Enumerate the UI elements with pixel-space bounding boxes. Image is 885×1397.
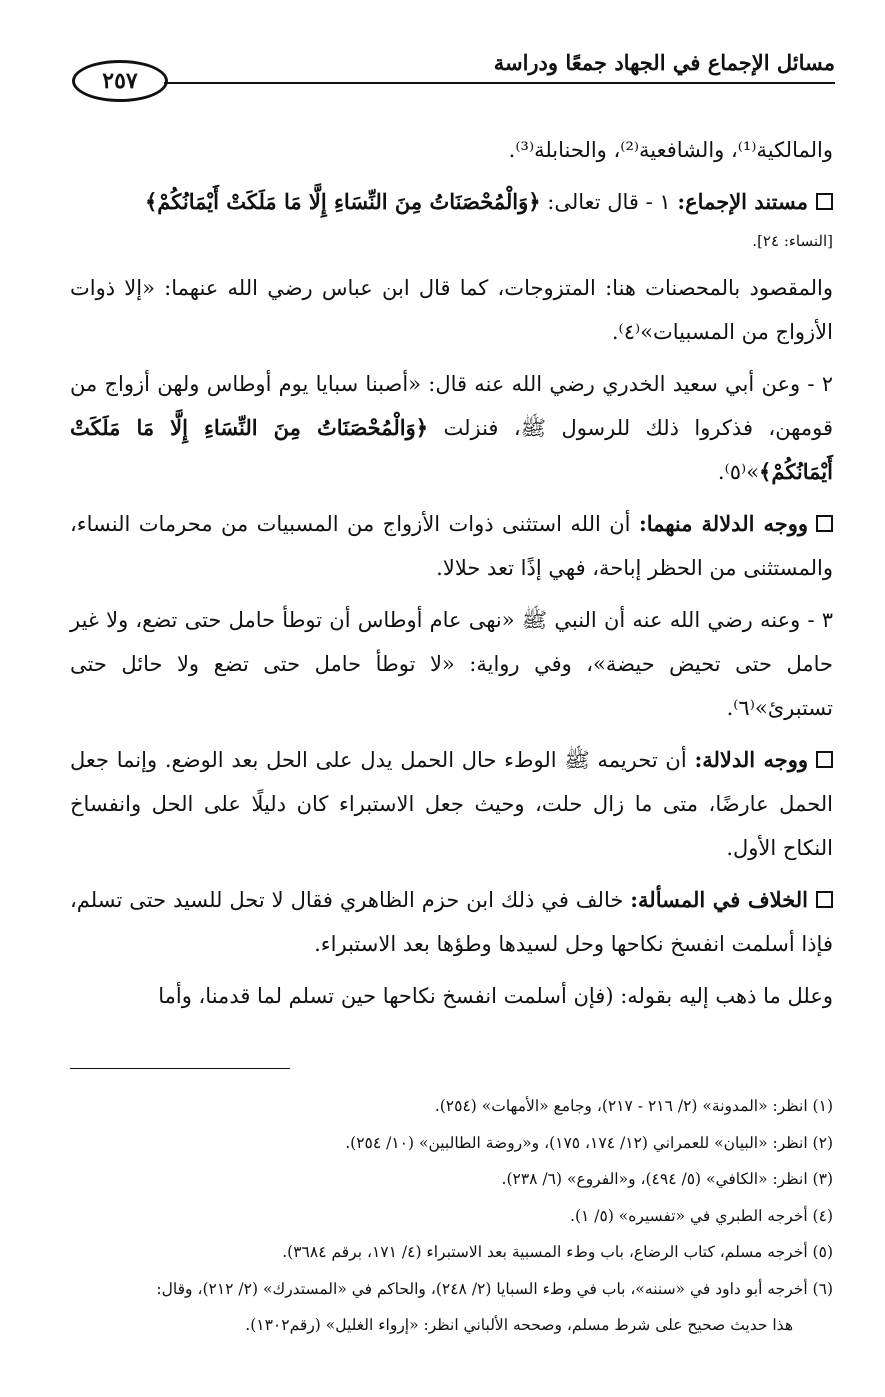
- section-box-icon: [816, 193, 833, 210]
- heading-indication-1: ووجه الدلالة منهما:: [638, 511, 809, 536]
- footnote-6-continued: هذا حديث صحيح على شرط مسلم، وصححه الألباني انظر: «إرواء الغليل» (رقم١٣٠٢).: [245, 1316, 793, 1334]
- paragraph-indication-2: [70, 738, 833, 870]
- quran-verse: ﴿وَالْمُحْصَنَاتُ مِنَ النِّسَاءِ إِلَّا مَا مَلَكَتْ أَيْمَانُكُمْ﴾: [144, 189, 541, 214]
- hadith-2-end: »⁽٥⁾.: [717, 460, 760, 484]
- indication-2-text: أن تحريمه ﷺ الوطء حال الحمل يدل على الحل بعد الوضع. وإنما جعل الحمل عارضًا، متى ما زال حلت، وحيث جعل الاستبراء كان دليلًا على الحل وانفساخ النكاح الأول.: [70, 748, 833, 860]
- paragraph-reasoning: وعلل ما ذهب إليه بقوله: (فإن أسلمت انفسخ نكاحها حين تسلم لما قدمنا، وأما: [158, 984, 833, 1008]
- page-number-badge: [72, 60, 168, 102]
- hadith-2-text: ٢ - وعن أبي سعيد الخدري رضي الله عنه قال: «أصبنا سبايا يوم أوطاس ولهن أزواج من قومهن، فذكروا ذلك للرسول ﷺ، فنزلت: [70, 372, 833, 440]
- heading-disagreement: الخلاف في المسألة:: [630, 887, 809, 912]
- paragraph-hadith-3: ٣ - وعنه رضي الله عنه أن النبي ﷺ «نهى عام أوطاس أن توطأ حامل حتى تضع، ولا غير حامل حتى تحيض حيضة»، وفي رواية: «لا توطأ حامل حتى تضع ولا حائل حتى تستبرئ»⁽٦⁾.: [70, 608, 833, 720]
- footnote-1: (١) انظر: «المدونة» (٢/ ٢١٦ - ٢١٧)، وجامع «الأمهات» (٢٥٤).: [434, 1097, 833, 1115]
- verse-reference: [النساء: ٢٤].: [752, 232, 833, 250]
- disagreement-text: خالف في ذلك ابن حزم الظاهري فقال لا تحل للسيد حتى تسلم، فإذا أسلمت انفسخ نكاحها وحل لسيدها وطؤها بعد الاستبراء.: [70, 888, 833, 956]
- evidence-text: ١ - قال تعالى:: [540, 190, 678, 214]
- quran-verse-2: ﴿وَالْمُحْصَنَاتُ مِنَ النِّسَاءِ إِلَّا مَا مَلَكَتْ أَيْمَانُكُمْ﴾: [70, 415, 833, 484]
- page-header: [72, 46, 835, 106]
- section-box-icon: [816, 515, 833, 532]
- page-number: ٢٥٧: [102, 68, 138, 94]
- footnote-5: (٥) أخرجه مسلم، كتاب الرضاع، باب وطء المسبية بعد الاستبراء (٤/ ١٧١، برقم ٣٦٨٤).: [282, 1243, 833, 1261]
- paragraph-disagreement: [70, 878, 833, 966]
- section-box-icon: [816, 891, 833, 908]
- heading-evidence: مستند الإجماع:: [677, 189, 808, 214]
- paragraph-meaning: والمقصود بالمحصنات هنا: المتزوجات، كما قال ابن عباس رضي الله عنهما: «إلا ذوات الأزواج من المسبيات»⁽٤⁾.: [70, 276, 833, 344]
- running-title: مسائل الإجماع في الجهاد جمعًا ودراسة: [493, 50, 835, 75]
- footnote-6: (٦) أخرجه أبو داود في «سننه»، باب في وطء السبايا (٢/ ٢٤٨)، والحاكم في «المستدرك» (٢/ ٢١٢)، وقال:: [156, 1279, 833, 1298]
- paragraph-schools: والمالكية⁽¹⁾، والشافعية⁽²⁾، والحنابلة⁽³⁾.: [508, 138, 833, 162]
- paragraph-indication-1: [70, 502, 833, 590]
- footnote-separator: [70, 1068, 290, 1069]
- main-text: [70, 128, 833, 1026]
- footnotes: [60, 1088, 833, 1344]
- header-rule: [164, 82, 835, 84]
- footnote-3: (٣) انظر: «الكافي» (٥/ ٤٩٤)، و«الفروع» (٦/ ٢٣٨).: [501, 1170, 833, 1188]
- footnote-2: (٢) انظر: «البيان» للعمراني (١٢/ ١٧٤، ١٧٥)، و«روضة الطالبين» (١٠/ ٢٥٤).: [345, 1133, 833, 1152]
- footnote-4: (٤) أخرجه الطبري في «تفسيره» (٥/ ١).: [570, 1206, 833, 1225]
- paragraph-hadith-2: [70, 362, 833, 494]
- section-box-icon: [816, 751, 833, 768]
- heading-indication-2: ووجه الدلالة:: [694, 747, 808, 772]
- indication-1-text: أن الله استثنى ذوات الأزواج من المسبيات من محرمات النساء، والمستثنى من الحظر إباحة، فهي إذًا تعد حلالا.: [70, 512, 833, 580]
- paragraph-evidence: [70, 180, 833, 224]
